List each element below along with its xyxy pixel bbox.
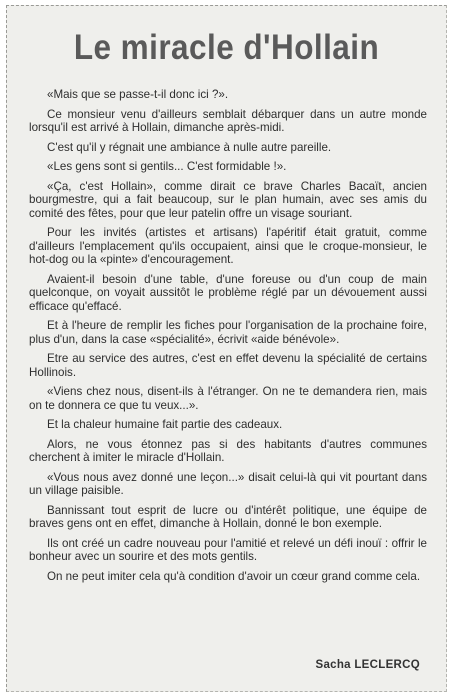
paragraph-10: «Viens chez nous, disent-ils à l'étranger. On ne te demandera rien, mais on te donnera ce que tu veux...». xyxy=(29,385,427,412)
paragraph-7: Avaient-il besoin d'une table, d'une foreuse ou d'un coup de main quelconque, on voyait aussitôt le problème réglé par un dévouement aussi efficace qu'effacé. xyxy=(29,272,427,313)
newspaper-clipping xyxy=(6,5,447,692)
article-body xyxy=(29,88,427,589)
paragraph-2: Ce monsieur venu d'ailleurs semblait débarquer dans un autre monde lorsqu'il est arrivé à Hollain, dimanche après-midi. xyxy=(29,107,427,134)
paragraph-11: Et la chaleur humaine fait partie des cadeaux. xyxy=(47,418,283,431)
paragraph-1: «Mais que se passe-t-il donc ici ?». xyxy=(47,88,229,101)
paragraph-6: Pour les invités (artistes et artisans) l'apéritif était gratuit, comme d'ailleurs l'emplacement qu'ils occupaient, ainsi que le croque-monsieur, le hot-dog ou la «pinte» d'encouragement. xyxy=(29,226,427,266)
paragraph-15: Ils ont créé un cadre nouveau pour l'amitié et relevé un défi inouï : offrir le bonheur avec un sourire et des mots gentils. xyxy=(29,536,427,563)
paragraph-16: On ne peut imiter cela qu'à condition d'avoir un cœur grand comme cela. xyxy=(47,569,421,583)
headline: Le miracle d'Hollain xyxy=(73,28,380,67)
paragraph-8: Et à l'heure de remplir les fiches pour l'organisation de la prochaine foire, plus d'un, dans la case «spécialité», écrivit «aide bénévole». xyxy=(29,319,427,346)
paragraph-4: «Les gens sont si gentils... C'est formidable !». xyxy=(47,160,287,173)
paragraph-9: Etre au service des autres, c'est en effet devenu la spécialité de certains Hollinois. xyxy=(29,352,427,379)
paragraph-3: C'est qu'il y régnait une ambiance à nulle autre pareille. xyxy=(47,140,332,154)
paragraph-5: «Ça, c'est Hollain», comme dirait ce brave Charles Bacaït, ancien bourgmestre, qui a fait beaucoup, sur le plan humain, avec ses amis du comité des fêtes, pour que leur patelin offre un visage souriant. xyxy=(29,179,427,220)
author-signature: Sacha LECLERCQ xyxy=(315,659,420,671)
paragraph-12: Alors, ne vous étonnez pas si des habitants d'autres communes cherchent à imiter le miracle d'Hollain. xyxy=(29,437,427,464)
paragraph-13: «Vous nous avez donné une leçon...» disait celui-là qui vit pourtant dans un village paisible. xyxy=(29,470,427,497)
paragraph-14: Bannissant tout esprit de lucre ou d'intérêt politique, une équipe de braves gens ont en effet, dimanche à Hollain, donné le bon exemple. xyxy=(29,503,427,530)
